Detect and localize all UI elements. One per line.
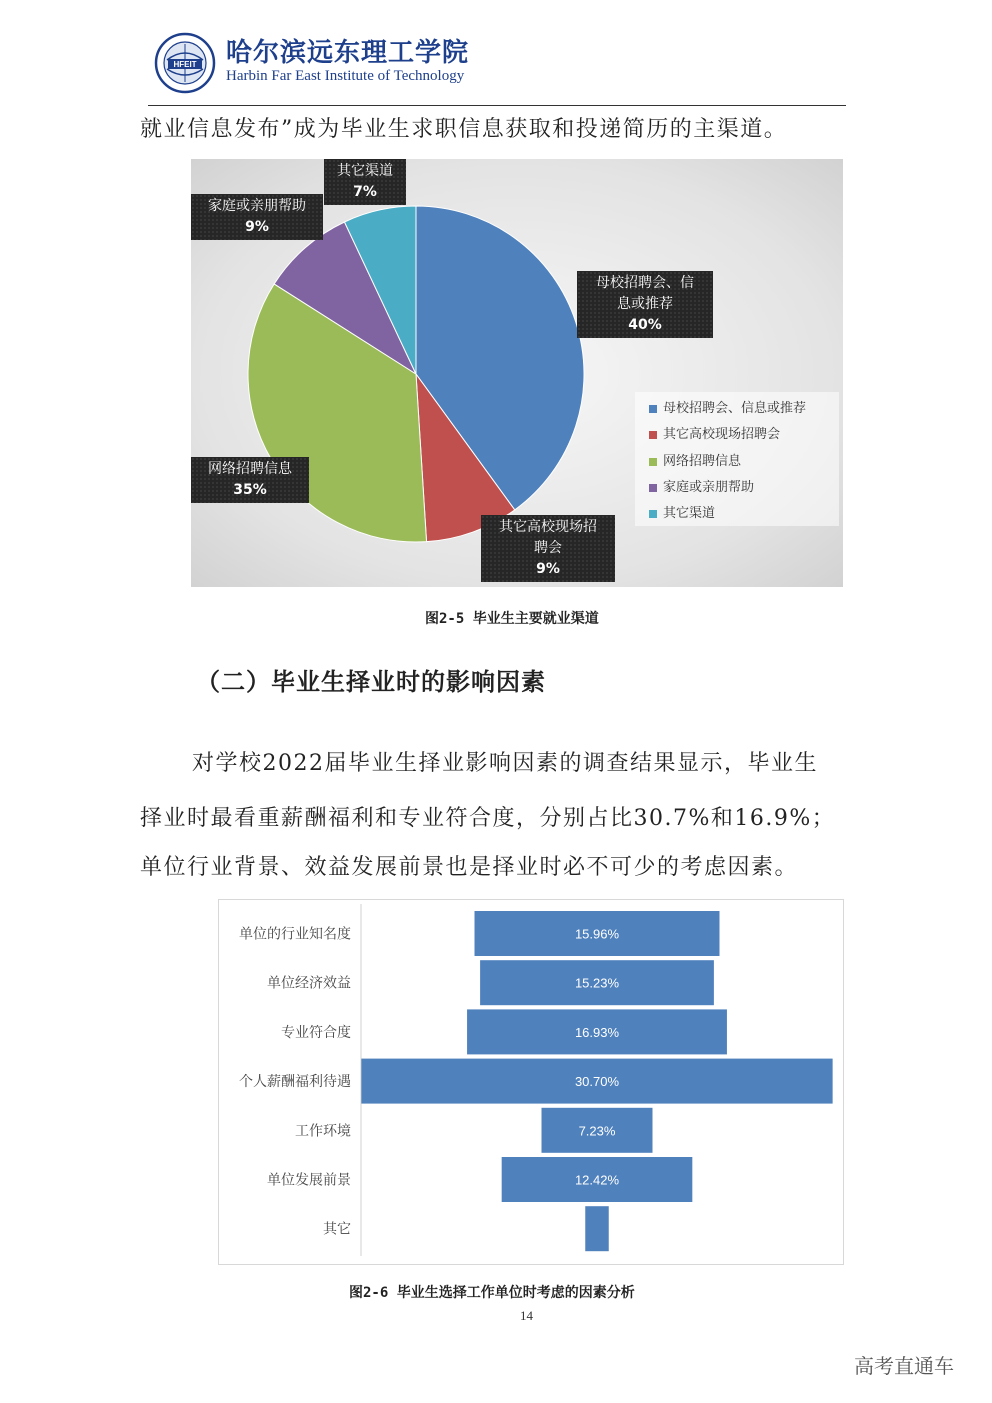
bar-6 (585, 1206, 608, 1251)
school-logo (154, 32, 216, 94)
bar-chart-svg (219, 900, 843, 1264)
pie-callout-0: 母校招聘会、信 息或推荐 40% (577, 271, 713, 338)
figure-caption-2: 图2-6 毕业生选择工作单位时考虑的因素分析 (349, 1285, 635, 1301)
legend-item: 其它渠道 (649, 502, 715, 521)
paragraph-line-1: 对学校2022届毕业生择业影响因素的调查结果显示，毕业生 (192, 751, 818, 776)
bar-category-label-4: 工作环境 (295, 1123, 351, 1140)
legend-item: 母校招聘会、信息或推荐 (649, 397, 806, 416)
pie-chart (191, 159, 843, 587)
bar-category-label-0: 单位的行业知名度 (239, 926, 351, 943)
svg-text:HFEIT: HFEIT (173, 60, 197, 69)
section-heading: （二）毕业生择业时的影响因素 (196, 668, 546, 696)
pie-callout-2: 网络招聘信息 35% (191, 457, 309, 503)
bar-value-label-0: 15.96% (574, 926, 620, 942)
bar-value-label-2: 16.93% (574, 1024, 620, 1040)
pie-callout-4: 其它渠道 7% (324, 159, 406, 205)
paragraph-line-2: 择业时最看重薪酬福利和专业符合度，分别占比30.7%和16.9%； (140, 806, 836, 831)
bar-value-label-5: 12.42% (574, 1172, 620, 1188)
pie-callout-1: 其它高校现场招 聘会 9% (481, 515, 615, 582)
intro-line: 就业信息发布”成为毕业生求职信息获取和投递简历的主渠道。 (140, 117, 788, 142)
header-divider (148, 105, 846, 106)
page-number: 14 (520, 1308, 533, 1323)
legend-swatch (649, 405, 657, 413)
bar-category-label-1: 单位经济效益 (267, 975, 351, 992)
pie-legend (635, 392, 839, 526)
bar-category-label-5: 单位发展前景 (267, 1172, 351, 1189)
watermark: 高考直通车 (854, 1354, 954, 1378)
pie-callout-3: 家庭或亲朋帮助 9% (191, 194, 323, 240)
bar-value-label-1: 15.23% (574, 975, 620, 991)
legend-swatch (649, 458, 657, 466)
legend-swatch (649, 510, 657, 518)
paragraph-line-3: 单位行业背景、效益发展前景也是择业时必不可少的考虑因素。 (140, 855, 799, 880)
bar-category-label-3: 个人薪酬福利待遇 (239, 1074, 351, 1091)
bar-value-label-4: 7.23% (578, 1123, 616, 1139)
bar-category-label-2: 专业符合度 (281, 1024, 351, 1041)
legend-swatch (649, 431, 657, 439)
page-header (152, 28, 852, 98)
legend-item: 家庭或亲朋帮助 (649, 476, 754, 495)
bar-value-label-3: 30.70% (574, 1074, 620, 1090)
legend-item: 网络招聘信息 (649, 450, 741, 469)
legend-swatch (649, 484, 657, 492)
school-name-en: Harbin Far East Institute of Technology (226, 68, 465, 84)
school-name-cn: 哈尔滨远东理工学院 (226, 38, 470, 68)
bar-chart (218, 899, 844, 1265)
figure-caption-1: 图2-5 毕业生主要就业渠道 (425, 611, 599, 627)
bar-category-label-6: 其它 (323, 1221, 351, 1238)
legend-item: 其它高校现场招聘会 (649, 423, 780, 442)
